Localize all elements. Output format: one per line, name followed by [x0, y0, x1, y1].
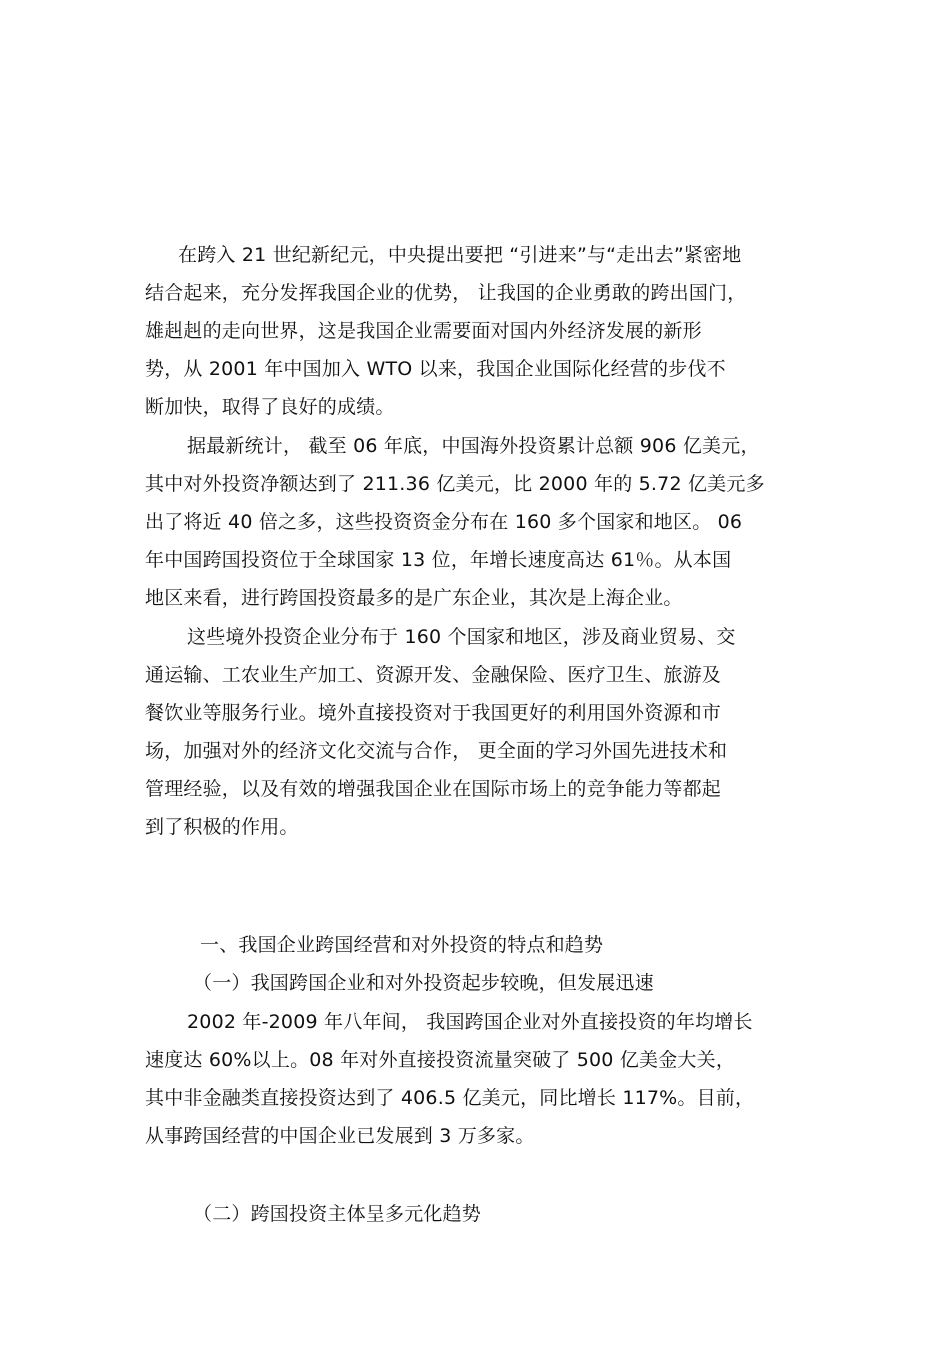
text-line: 结合起来，充分发挥我国企业的优势， 让我国的企业勇敢的跨出国门， [145, 282, 747, 304]
text-line: 势，从 2001 年中国加入 WTO 以来，我国企业国际化经营的步伐不 [145, 358, 726, 380]
text-line: 雄赳赳的走向世界，这是我国企业需要面对国内外经济发展的新形 [145, 320, 702, 342]
text-line: 管理经验，以及有效的增强我国企业在国际市场上的竞争能力等都起 [145, 778, 722, 800]
text-line: 到了积极的作用。 [145, 816, 299, 838]
text-line: 这些境外投资企业分布于 160 个国家和地区，涉及商业贸易、交 [187, 626, 736, 648]
text-line: 其中对外投资净额达到了 211.36 亿美元，比 2000 年的 5.72 亿美元多 [145, 473, 765, 495]
text-line: 其中非金融类直接投资达到了 406.5 亿美元，同比增长 117%。目前， [145, 1087, 755, 1109]
text-line: 出了将近 40 倍之多，这些投资资金分布在 160 多个国家和地区。 06 [145, 511, 743, 533]
text-line: 场，加强对外的经济文化交流与合作， 更全面的学习外国先进技术和 [145, 740, 728, 762]
text-line: 断加快，取得了良好的成绩。 [145, 396, 395, 418]
text-line: 据最新统计， 截至 06 年底，中国海外投资累计总额 906 亿美元， [187, 435, 760, 457]
text-line: 地区来看，进行跨国投资最多的是广东企业，其次是上海企业。 [145, 587, 683, 609]
subsection-heading: （一）我国跨国企业和对外投资起步较晚，但发展迅速 [193, 972, 654, 994]
text-line: 年中国跨国投资位于全球国家 13 位，年增长速度高达 61％。从本国 [145, 549, 732, 571]
text-line: 速度达 60%以上。08 年对外直接投资流量突破了 500 亿美金大关， [145, 1049, 736, 1071]
text-line: 在跨入 21 世纪新纪元，中央提出要把 “引进来”与“走出去”紧密地 [178, 244, 742, 266]
text-line: 餐饮业等服务行业。境外直接投资对于我国更好的利用国外资源和市 [145, 702, 722, 724]
text-line: 从事跨国经营的中国企业已发展到 3 万多家。 [145, 1125, 535, 1147]
text-line: 通运输、工农业生产加工、资源开发、金融保险、医疗卫生、旅游及 [145, 664, 722, 686]
section-heading: 一、我国企业跨国经营和对外投资的特点和趋势 [200, 934, 604, 956]
text-line: 2002 年-2009 年八年间， 我国跨国企业对外直接投资的年均增长 [187, 1011, 753, 1033]
subsection-heading: （二）跨国投资主体呈多元化趋势 [193, 1203, 482, 1225]
